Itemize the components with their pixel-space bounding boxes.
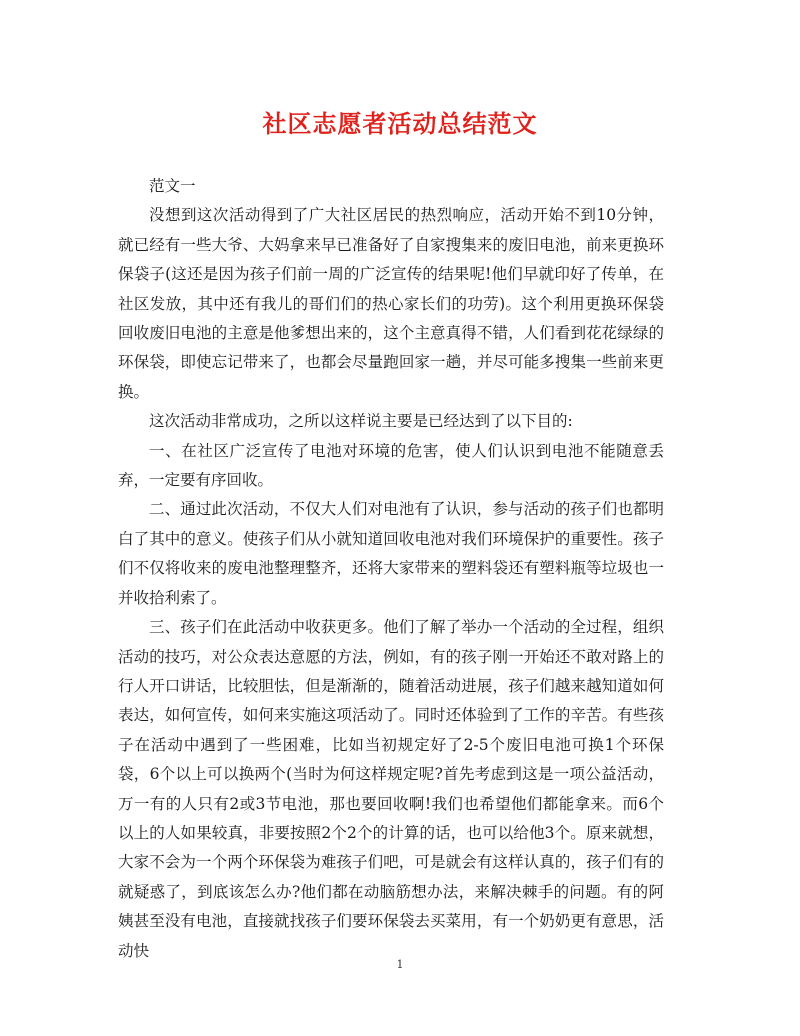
document-title: 社区志愿者活动总结范文 [262,110,538,138]
paragraph: 没想到这次活动得到了广大社区居民的热烈响应，活动开始不到10分钟，就已经有一些大爷、大妈拿来早已准备好了自家搜集来的废旧电池，前来更换环保袋子(这还是因为孩子们前一周的广泛宣传的结果呢!他们早就印好了传单，在社区发放，其中还有我儿的哥们们的热心家长们的功劳)。这个利用更换环保袋回收废旧电池的主意是他爹想出来的，这个主意真得不错，人们看到花花绿绿的环保袋，即使忘记带来了，也都会尽量跑回家一趟，并尽可能多搜集一些前来更换。 [118,206,664,401]
document-body [118,172,664,966]
page-number: 1 [396,958,404,971]
paragraph: 二、通过此次活动，不仅大人们对电池有了认识，参与活动的孩子们也都明白了其中的意义。使孩子们从小就知道回收电池对我们环境保护的重要性。孩子们不仅将收来的废电池整理整齐，还将大家带来的塑料袋还有塑料瓶等垃圾也一并收拾利索了。 [118,500,664,607]
paragraph: 三、孩子们在此活动中收获更多。他们了解了举办一个活动的全过程，组织活动的技巧，对公众表达意愿的方法，例如，有的孩子刚一开始还不敢对路上的行人开口讲话，比较胆怯，但是渐渐的，随着活动进展，孩子们越来越知道如何表达，如何宣传，如何来实施这项活动了。同时还体验到了工作的辛苦。有些孩子在活动中遇到了一些困难，比如当初规定好了2-5个废旧电池可换1个环保袋，6个以上可以换两个(当时为何这样规定呢?首先考虑到这是一项公益活动，万一有的人只有2或3节电池，那也要回收啊!我们也希望他们都能拿来。而6个以上的人如果较真，非要按照2个2个的计算的话，也可以给他3个。原来就想，大家不会为一个两个环保袋为难孩子们吧，可是就会有这样认真的，孩子们有的就疑惑了，到底该怎么办?他们都在动脑筋想办法，来解决棘手的问题。有的阿姨甚至没有电池，直接就找孩子们要环保袋去买菜用，有一个奶奶更有意思，活动快 [118,618,664,960]
paragraph-heading: 范文一 [149,177,196,195]
paragraph: 这次活动非常成功，之所以这样说主要是已经达到了以下目的: [149,412,573,431]
paragraph: 一、在社区广泛宣传了电池对环境的危害，使人们认识到电池不能随意丢弃，一定要有序回收。 [118,441,664,490]
